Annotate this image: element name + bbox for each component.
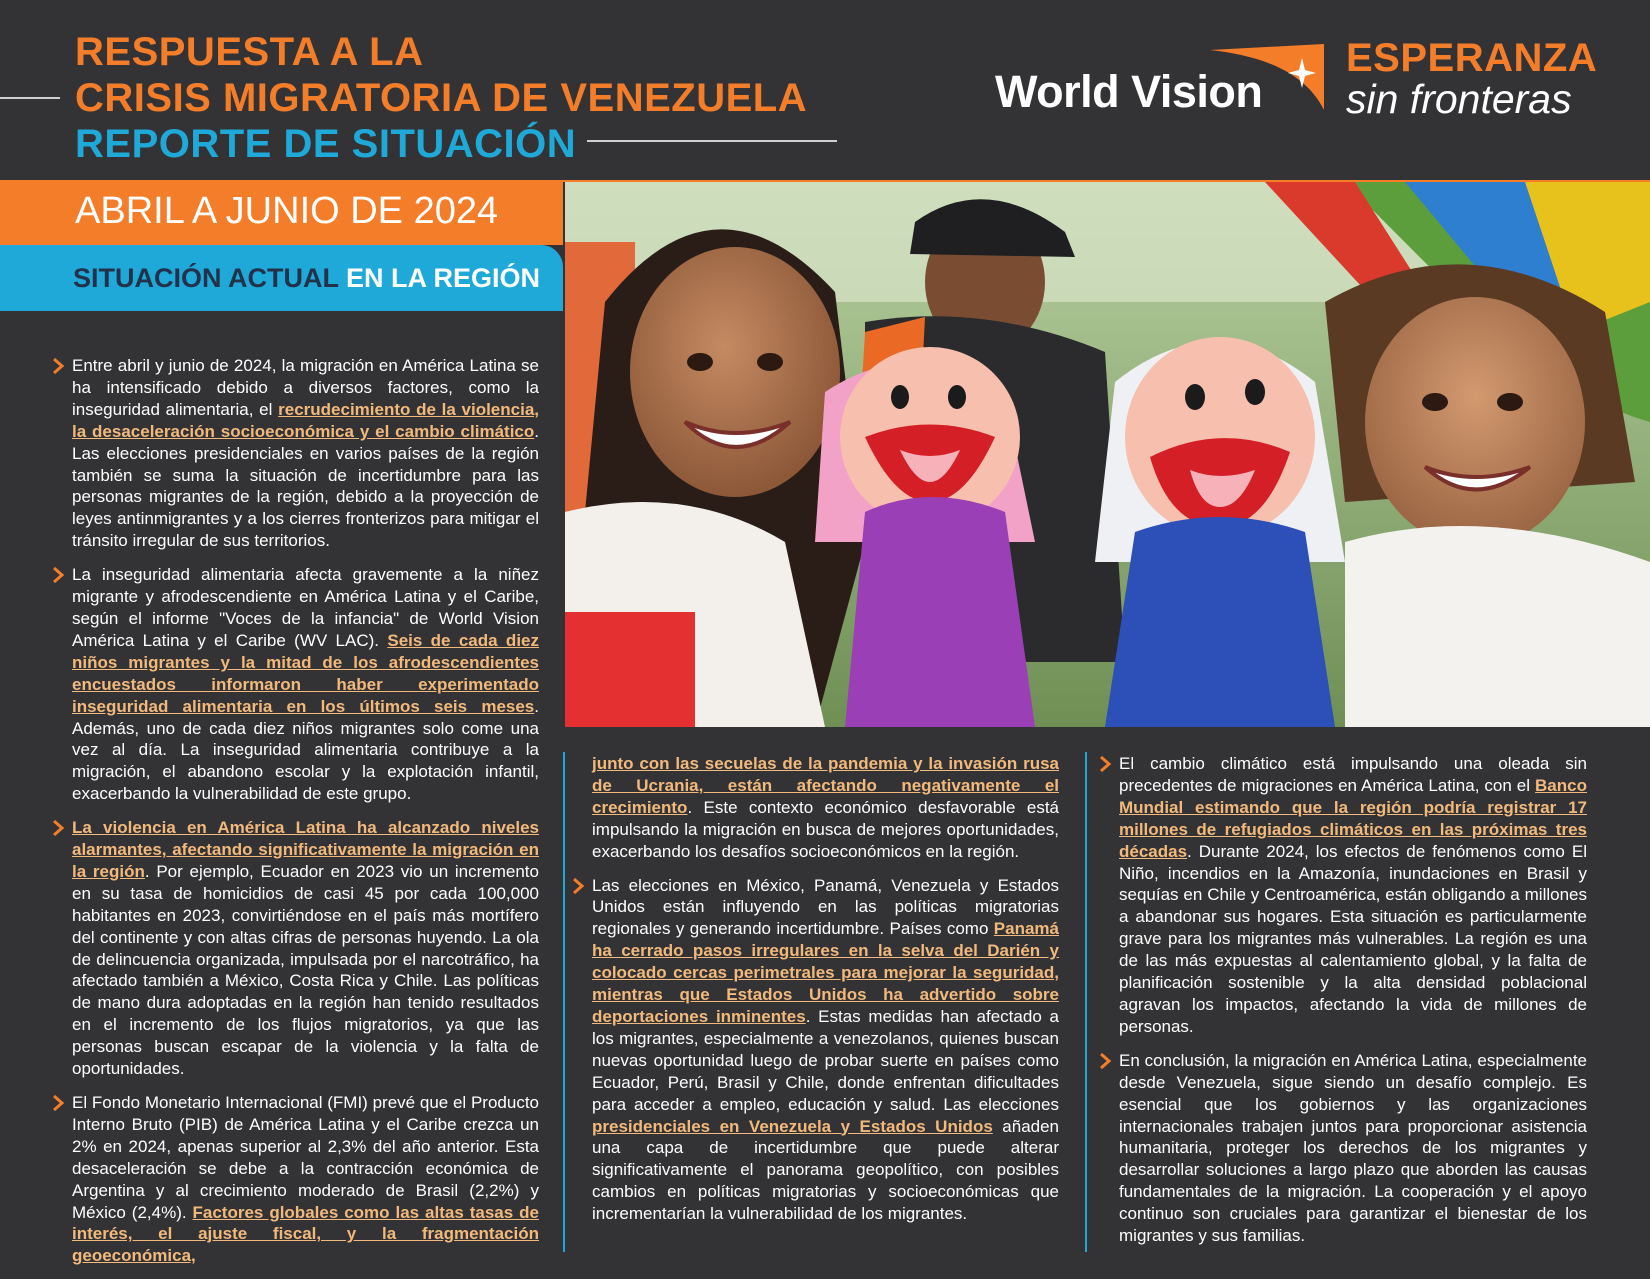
section-heading bbox=[73, 263, 540, 294]
text-column-1 bbox=[72, 355, 539, 1279]
date-range: ABRIL A JUNIO DE 2024 bbox=[75, 190, 499, 232]
link-global-factors[interactable]: Factores globales como las altas tasas de interés, el ajuste fiscal, y la fragmentación geoeconómica, bbox=[72, 1202, 539, 1266]
link-violence-levels[interactable]: La violencia en América Latina ha alcanzado niveles alarmantes, afectando significativamente la migración en la región bbox=[72, 818, 539, 881]
link-pandemic-invasion[interactable]: junto con las secuelas de la pandemia y la invasión rusa de Ucrania, están afectando negativamente el crecimiento bbox=[592, 754, 1059, 817]
world-vision-star-logo bbox=[1206, 44, 1326, 116]
world-vision-wordmark: World Vision bbox=[995, 66, 1263, 117]
paragraph-migration-overview: Entre abril y junio de 2024, la migración en América Latina se ha intensificado debido a diversos factores, como la inseguridad alimentaria, el recrudecimiento de la violencia, la desaceleración socioeconómica y el cambio climático. Las elecciones presidenciales en varios países de la región también se suma la situación de incertidumbre para las personas migrantes de la región, debido a la proyección de leyes antinmigrantes y a los cierres fronterizos para mitigar el tránsito irregular de sus territorios. bbox=[72, 355, 539, 552]
chevron-right-icon bbox=[1097, 1053, 1113, 1069]
report-title-line-2: CRISIS MIGRATORIA DE VENEZUELA bbox=[75, 76, 808, 120]
chevron-right-icon bbox=[50, 567, 66, 583]
chevron-right-icon bbox=[570, 878, 586, 894]
report-subtitle: REPORTE DE SITUACIÓN bbox=[75, 122, 577, 166]
chevron-right-icon bbox=[50, 1095, 66, 1111]
link-world-bank-estimate[interactable]: Banco Mundial estimando que la región podría registrar 17 millones de refugiados climáticos en las próximas tres décadas bbox=[1119, 775, 1587, 861]
report-title-line-1: RESPUESTA A LA bbox=[75, 30, 424, 74]
link-violence-economy-climate[interactable]: recrudecimiento de la violencia, la desaceleración socioeconómica y el cambio climático bbox=[72, 399, 540, 441]
sin-fronteras-logo-text: sin fronteras bbox=[1346, 76, 1572, 122]
chevron-right-icon bbox=[50, 358, 66, 374]
link-food-insecurity-stats[interactable]: Seis de cada diez niños migrantes y la mitad de los afrodescendientes encuestados informaron haber experimentado inseguridad alimentaria en los últimos seis meses bbox=[72, 630, 539, 716]
chevron-right-icon bbox=[1097, 756, 1113, 772]
text-column-2 bbox=[592, 753, 1059, 1237]
link-presidential-elections[interactable]: presidenciales en Venezuela y Estados Unidos bbox=[592, 1116, 993, 1136]
link-panama-darien[interactable]: Panamá ha cerrado pasos irregulares en la selva del Darién y colocado cercas perimetrales para mejorar la seguridad, mientras que Estados Unidos ha advertido sobre deportaciones inminentes bbox=[592, 919, 1059, 1026]
esperanza-logo-text: ESPERANZA bbox=[1346, 36, 1598, 80]
column-divider-2 bbox=[1085, 752, 1087, 1252]
subtitle-accent-line bbox=[587, 140, 837, 142]
paragraph-imf-forecast: El Fondo Monetario Internacional (FMI) prevé que el Producto Interno Bruto (PIB) de América Latina y el Caribe crezca un 2% en 2024, apenas superior al 2,3% del año anterior. Esta desaceleración se debe a la contracción económica de Argentina y al crecimiento moderado de Brasil (2,2%) y México (2,4%). Factores globales como las altas tasas de interés, el ajuste fiscal, y la fragmentación geoeconómica, bbox=[72, 1092, 539, 1267]
paragraph-violence: La violencia en América Latina ha alcanzado niveles alarmantes, afectando significativamente la migración en la región. Por ejemplo, Ecuador en 2023 vio un incremento en su tasa de homicidios de casi 45 por cada 100,000 habitantes en 2023, convirtiéndose en el país más mortífero del continente y con altas cifras de personas huyendo. La ola de delincuencia organizada, impulsada por el narcotráfico, ha afectado también a México, Costa Rica y Chile. Las políticas de mano dura adoptadas en la región han tenido resultados en el incremento de los flujos migratorios, ya que las personas buscan escapar de la violencia y la falta de oportunidades. bbox=[72, 817, 539, 1080]
paragraph-imf-forecast-continued: junto con las secuelas de la pandemia y la invasión rusa de Ucrania, están afectando negativamente el crecimiento. Este contexto económico desfavorable está impulsando la migración en busca de mejores oportunidades, exacerbando los desafíos socioeconómicos en la región. bbox=[592, 754, 1059, 861]
paragraph-food-insecurity: La inseguridad alimentaria afecta gravemente a la niñez migrante y afrodescendiente en América Latina y el Caribe, según el informe "Voces de la infancia" de World Vision América Latina y el Caribe (WV LAC). Seis de cada diez niños migrantes y la mitad de los afrodescendientes encuestados informaron haber experimentado inseguridad alimentaria en los últimos seis meses. Además, uno de cada diez niños migrantes solo come una vez al día. La inseguridad alimentaria contribuye a la migración, el abandono escolar y la explotación infantil, exacerbando la vulnerabilidad de este grupo. bbox=[72, 564, 539, 805]
paragraph-conclusion: En conclusión, la migración en América Latina, especialmente desde Venezuela, sigue siendo un desafío complejo. Es esencial que los gobiernos y las organizaciones internacionales trabajen juntos para proporcionar asistencia humanitaria, proteger los derechos de los migrantes y desarrollar soluciones a largo plazo que aborden las causas fundamentales de la migración. La cooperación y el apoyo continuo son cruciales para garantizar el bienestar de los migrantes y sus familias. bbox=[1119, 1050, 1587, 1247]
section-heading-part2: EN LA REGIÓN bbox=[338, 263, 541, 293]
children-with-puppets-photo bbox=[565, 182, 1650, 727]
column-divider-1 bbox=[563, 752, 565, 1252]
title-accent-line bbox=[0, 97, 60, 99]
paragraph-climate-change: El cambio climático está impulsando una oleada sin precedentes de migraciones en América Latina, con el Banco Mundial estimando que la región podría registrar 17 millones de refugiados climáticos en las próximas tres décadas. Durante 2024, los efectos de fenómenos como El Niño, incendios en la Amazonía, inundaciones en Brasil y sequías en Chile y Centroamérica, están obligando a millones a abandonar sus hogares. Esta situación es particularmente grave para los migrantes más vulnerables. La región es una de las más expuestas al calentamiento global, y la falta de planificación sostenible y la alta densidad poblacional agravan los impactos, afectando la vida de millones de personas. bbox=[1119, 753, 1587, 1038]
text-column-3 bbox=[1119, 753, 1587, 1259]
section-heading-part1: SITUACIÓN ACTUAL bbox=[73, 263, 339, 293]
chevron-right-icon bbox=[50, 820, 66, 836]
paragraph-elections: Las elecciones en México, Panamá, Venezuela y Estados Unidos están influyendo en las políticas migratorias regionales y generando incertidumbre. Países como Panamá ha cerrado pasos irregulares en la selva del Darién y colocado cercas perimetrales para mejorar la seguridad, mientras que Estados Unidos ha advertido sobre deportaciones inminentes. Estas medidas han afectado a los migrantes, especialmente a venezolanos, quienes buscan nuevas oportunidad luego de probar suerte en países como Ecuador, Perú, Brasil y Chile, donde enfrentan dificultades para acceder a empleo, educación y salud. Las elecciones presidenciales en Venezuela y Estados Unidos añaden una capa de incertidumbre que puede alterar significativamente el panorama geopolítico, con posibles cambios en políticas migratorias y socioeconómicas que incrementarían la vulnerabilidad de los migrantes. bbox=[592, 875, 1059, 1226]
